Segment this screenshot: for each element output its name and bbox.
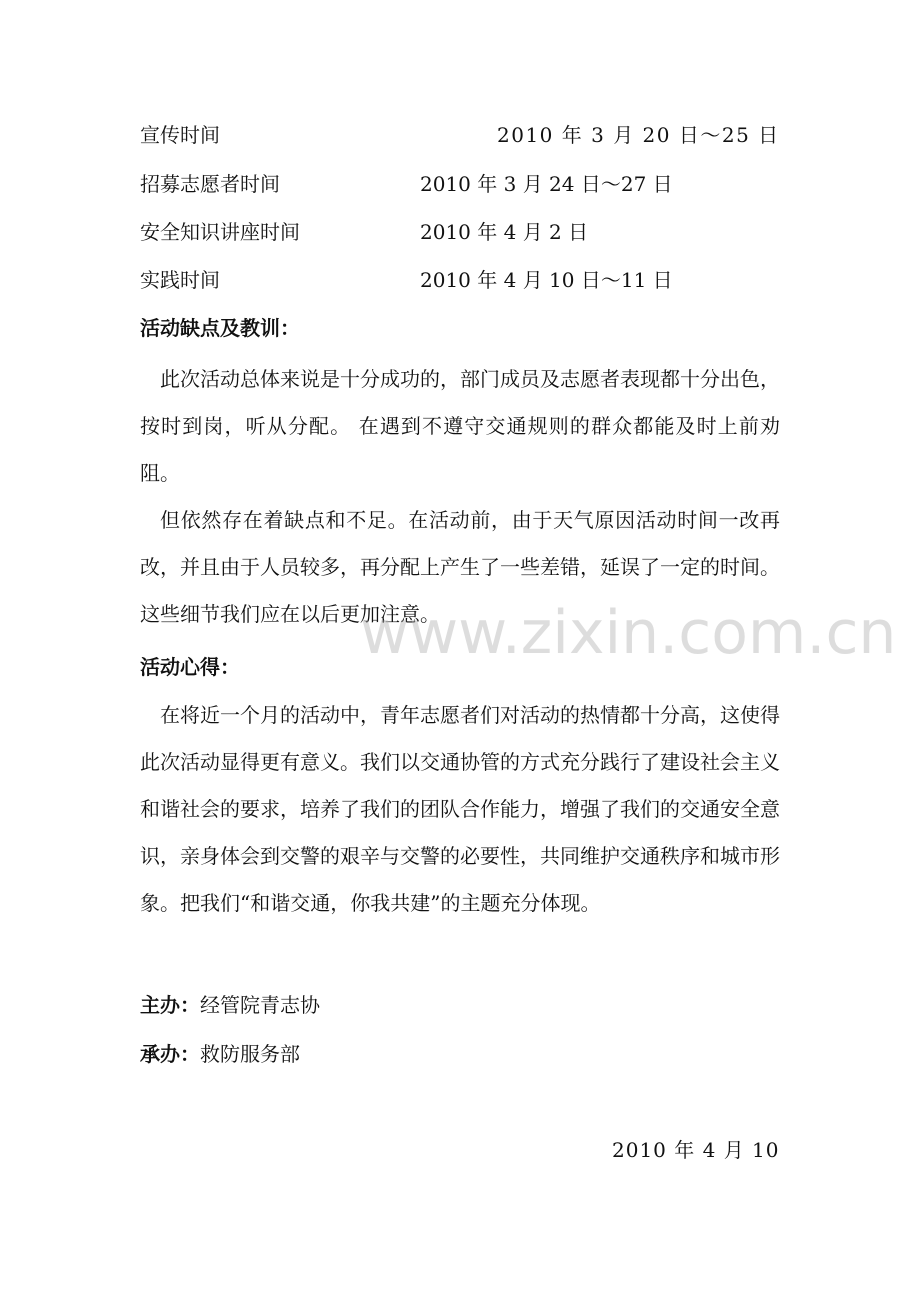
watermark: www.zixin.com.cn <box>360 598 897 668</box>
schedule-value: 2010 年 4 月 10 日～11 日 <box>420 268 673 292</box>
schedule-value: 2010 年 3 月 24 日～27 日 <box>420 172 673 196</box>
section-heading-shortcomings: 活动缺点及教训： <box>140 316 300 340</box>
schedule-label: 实践时间 <box>140 268 220 292</box>
schedule-value: 2010 年 3 月 20 日～25 日 <box>497 123 780 147</box>
organizer-label: 主办： <box>140 993 200 1017</box>
schedule-label: 宣传时间 <box>140 123 220 147</box>
schedule-label: 安全知识讲座时间 <box>140 220 300 244</box>
host-label: 承办： <box>140 1042 200 1066</box>
paragraph-shortcomings-1: 此次活动总体来说是十分成功的，部门成员及志愿者表现都十分出色，按时到岗，听从分配。 在遇到不遵守交通规则的群众都能及时上前劝阻。 <box>140 367 780 485</box>
organizer-line <box>140 990 320 1020</box>
paragraph-shortcomings-2: 但依然存在着缺点和不足。在活动前，由于天气原因活动时间一改再改，并且由于人员较多，再分配上产生了一些差错，延误了一定的时间。这些细节我们应在以后更加注意。 <box>140 508 780 626</box>
paragraph-experience: 在将近一个月的活动中，青年志愿者们对活动的热情都十分高，这使得此次活动显得更有意义。我们以交通协管的方式充分践行了建设社会主义和谐社会的要求，培养了我们的团队合作能力，增强了我们的交通安全意识，亲身体会到交警的艰辛与交警的必要性，共同维护交通秩序和城市形象。把我们“和谐交通，你我共建”的主题充分体现。 <box>140 703 780 915</box>
schedule-label: 招募志愿者时间 <box>140 172 280 196</box>
host-value: 救防服务部 <box>200 1042 300 1066</box>
schedule-value: 2010 年 4 月 2 日 <box>420 220 589 244</box>
section-heading-experience: 活动心得： <box>140 655 240 679</box>
document-date: 2010 年 4 月 10 <box>612 1138 780 1162</box>
host-line <box>140 1039 300 1069</box>
organizer-value: 经管院青志协 <box>200 993 320 1017</box>
